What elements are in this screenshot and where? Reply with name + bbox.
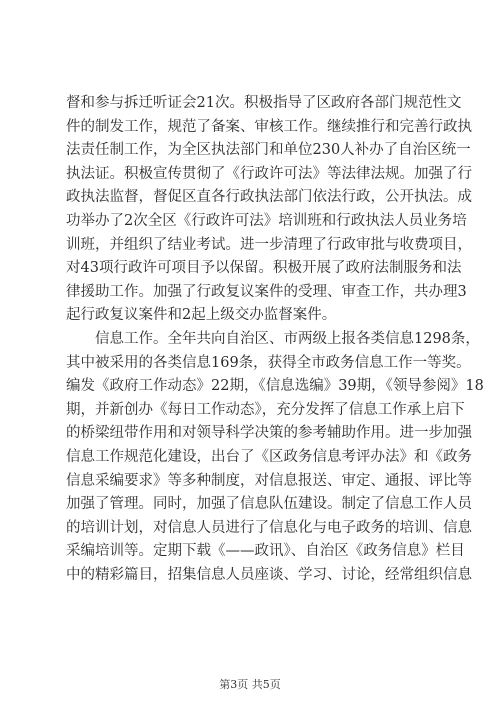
document-body xyxy=(66,92,484,587)
text-line: 件的制发工作，规范了备案、审核工作。继续推行和完善行政执 xyxy=(66,118,472,135)
text-line: 加强了管理。同时，加强了信息队伍建设。制定了信息工作人员 xyxy=(66,496,472,513)
text-line: 其中被采用的各类信息169条，获得全市政务信息工作一等奖。 xyxy=(66,354,471,371)
text-line: 督和参与拆迁听证会21次。积极指导了区政府各部门规范性文 xyxy=(66,95,462,111)
text-line: 编发《政府工作动态》22期，《信息选编》39期，《领导参阅》18 xyxy=(66,378,484,395)
page-number-footer: 第3页 共5页 xyxy=(219,678,281,691)
text-line: 对43项行政许可项目予以保留。积极开展了政府法制服务和法 xyxy=(66,260,462,277)
text-line: 信息工作规范化建设，出台了《区政务信息考评办法》和《政务 xyxy=(66,448,472,465)
text-line: 的培训计划，对信息人员进行了信息化与电子政务的培训、信息 xyxy=(66,519,472,536)
paragraph-first-line: 信息工作。全年共向自治区、市两级上报各类信息1298条， xyxy=(95,330,480,347)
text-line: 执法证。积极宣传贯彻了《行政许可法》等法律法规。加强了行 xyxy=(66,165,472,182)
text-line: 期，并新创办《每日工作动态》，充分发挥了信息工作承上启下 xyxy=(66,401,465,418)
text-line: 训班，并组织了结业考试。进一步清理了行政审批与收费项目， xyxy=(66,236,472,253)
text-line: 法责任制工作，为全区执法部门和单位230人补办了自治区统一 xyxy=(66,142,471,159)
text-line: 中的精彩篇目，招集信息人员座谈、学习、讨论，经常组织信息 xyxy=(66,566,472,583)
text-line: 信息采编要求》等多种制度，对信息报送、审定、通报、评比等 xyxy=(66,472,472,489)
text-line: 采编培训等。定期下载《——政讯》、自治区《政务信息》栏目 xyxy=(66,543,465,560)
text-line: 律援助工作。加强了行政复议案件的受理、审查工作，共办理3 xyxy=(66,283,467,300)
text-line: 起行政复议案件和2起上级交办监督案件。 xyxy=(66,307,337,324)
text-line: 的桥梁纽带作用和对领导科学决策的参考辅助作用。进一步加强 xyxy=(66,425,472,442)
text-line: 政执法监督，督促区直各行政执法部门依法行政，公开执法。成 xyxy=(66,189,472,206)
text-line: 功举办了2次全区《行政许可法》培训班和行政执法人员业务培 xyxy=(66,212,467,229)
